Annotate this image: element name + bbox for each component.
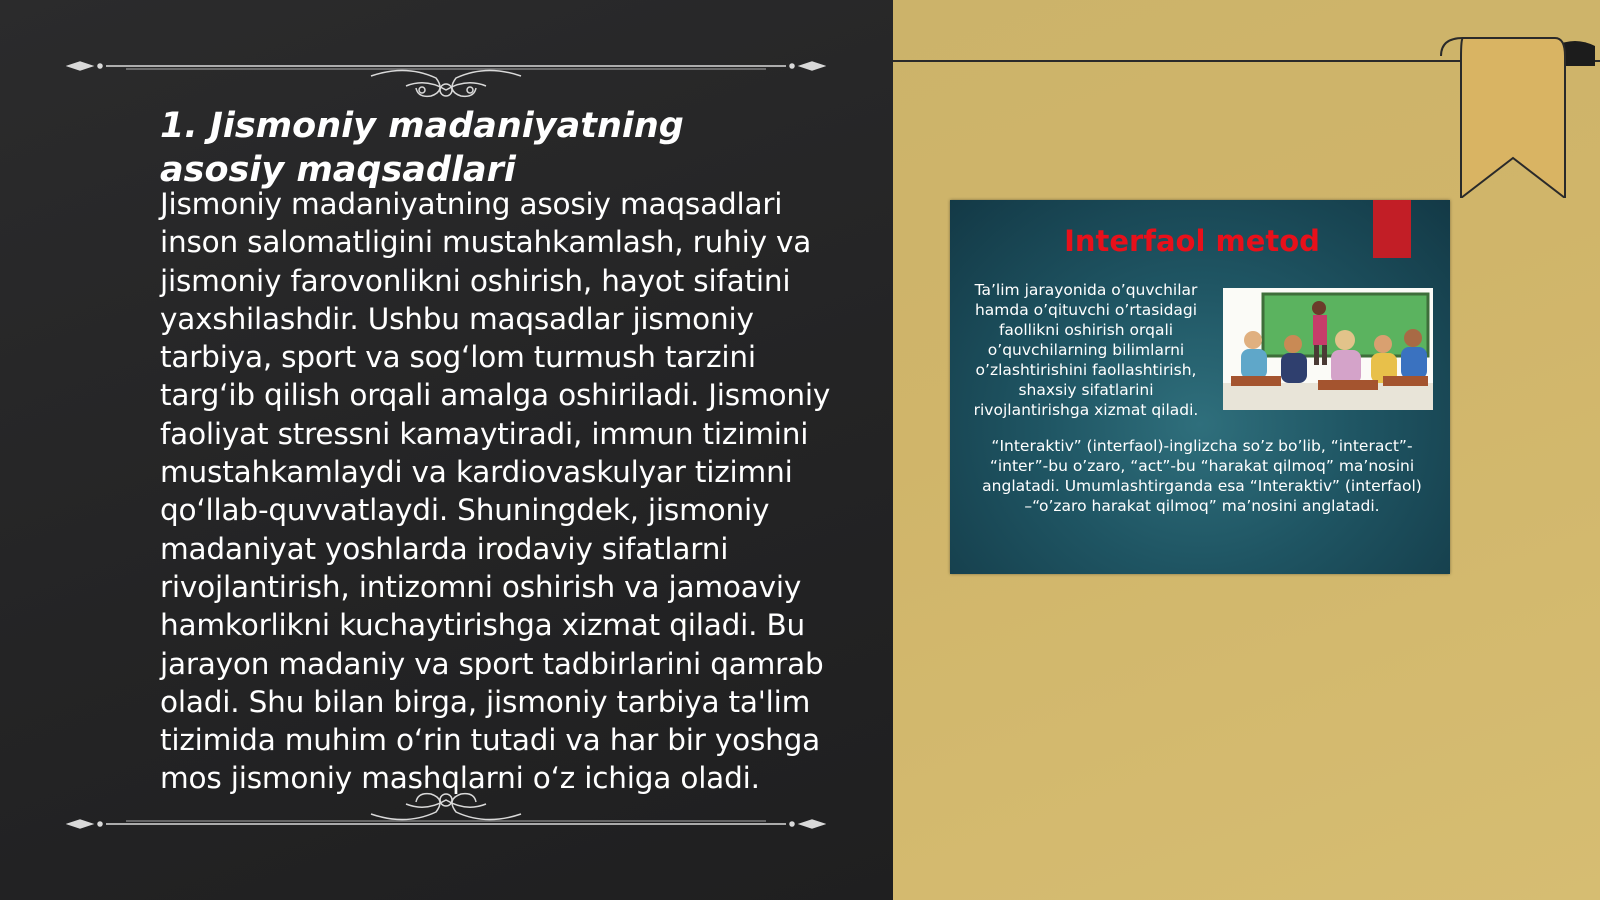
embedded-slide-image <box>950 200 1450 574</box>
inset-slide-title: Interfaol metod <box>1064 224 1320 258</box>
classroom-illustration <box>1223 288 1433 410</box>
slide-title: 1. Jismoniy madaniyatning asosiy maqsadlari <box>160 106 684 190</box>
decorative-flourish-top <box>66 46 826 106</box>
inset-paragraph-2: “Interaktiv” (interfaol)-inglizcha so’z bo’lib, “interact”- “inter”-bu o’zaro, “act”-bu “harakat qilmoq” ma’nosini anglatadi. Umumlashtirganda esa “Interaktiv” (interfaol) –“o’zaro harakat qilmoq” ma’nosini anglatadi. <box>982 437 1422 515</box>
inset-paragraph-1: Ta’lim jarayonida o’quvchilar hamda o’qituvchi o’rtasidagi faollikni oshirish orqali o’quvchilarning bilimlarni o’zlashtirishini faollashtirish, shaxsiy sifatlarini rivojlantirishga xizmat qiladi. <box>973 281 1199 419</box>
bookmark-ribbon-decoration <box>1435 36 1600 198</box>
slide-body-text: Jismoniy madaniyatning asosiy maqsadlari inson salomatligini mustahkamlash, ruhiy va jismoniy farovonlikni oshirish, hayot sifatini yaxshilashdir. Ushbu maqsadlar jismoniy tarbiya, sport va sog‘lom turmush tarzini targ‘ib qilish orqali amalga oshiriladi. Jismoniy faoliyat stressni kamaytiradi, immun tizimini mustahkamlaydi va kardiovaskulyar tizimni qo‘llab-quvvatlaydi. Shuningdek, jismoniy madaniyat yoshlarda irodaviy sifatlarni rivojlantirish, intizomni oshirish va jamoaviy hamkorlikni kuchaytirishga xizmat qiladi. Bu jarayon madaniy va sport tadbirlarini qamrab oladi. Shu bilan birga, jismoniy tarbiya ta'lim tizimida muhim o‘rin tutadi va har bir yoshga mos jismoniy mashqlarni o‘z ichiga oladi. <box>160 187 831 796</box>
